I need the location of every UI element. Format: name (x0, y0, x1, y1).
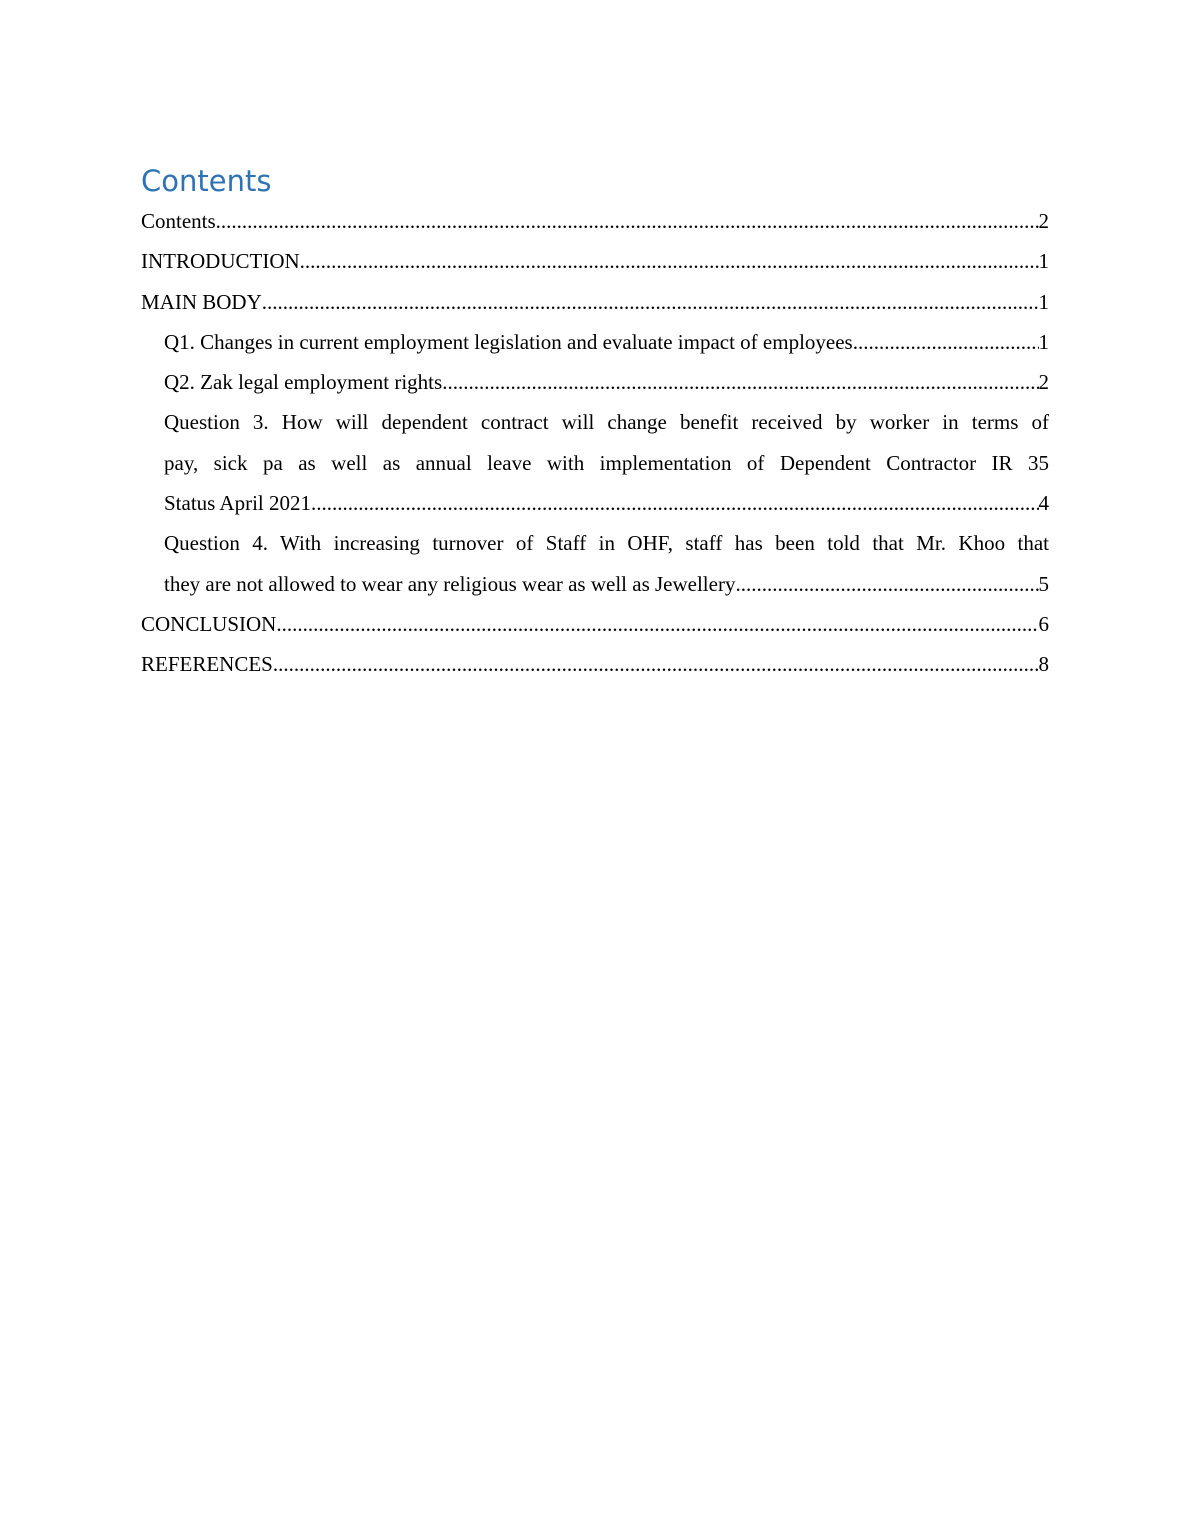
toc-entry-text: MAIN BODY (141, 289, 262, 314)
toc-entry-text: Q2. Zak legal employment rights (164, 370, 443, 395)
toc-entry-text-line: Question 4. With increasing turnover of Staff in OHF, staff has been told that Mr. Khoo that (164, 531, 1049, 556)
toc-entry-text: REFERENCES (141, 652, 273, 677)
toc-entry-question-3[interactable] (141, 402, 1049, 523)
dot-leader (262, 282, 1039, 322)
toc-page-number: 2 (1038, 209, 1049, 233)
toc-page-number: 6 (1038, 611, 1049, 636)
toc-entry-question-4[interactable] (141, 523, 1049, 604)
dot-leader (300, 241, 1039, 281)
toc-page-number: 1 (1038, 289, 1049, 314)
toc-page-number: 8 (1038, 652, 1049, 677)
toc-entry-main-body[interactable] (141, 282, 1049, 322)
toc-entry-references[interactable] (141, 644, 1049, 684)
dot-leader (273, 644, 1039, 684)
dot-leader (442, 362, 1038, 402)
toc-entry-text-line: Status April 2021 (164, 491, 312, 516)
toc-entry-text: INTRODUCTION (141, 249, 300, 274)
toc-heading: Contents (141, 164, 272, 198)
dot-leader (311, 483, 1038, 523)
toc-page-number: 4 (1038, 491, 1049, 516)
toc-entry-text-line: pay, sick pa as well as annual leave with implementation of Dependent Contractor IR 35 (164, 450, 1049, 475)
toc-entry-introduction[interactable] (141, 241, 1049, 281)
dot-leader (216, 201, 1039, 241)
toc-entry-text: CONCLUSION (141, 611, 277, 636)
toc-entry-text-line: Question 3. How will dependent contract will change benefit received by worker in terms of (164, 410, 1049, 435)
toc-page-number: 2 (1038, 370, 1049, 395)
toc-page-number: 1 (1038, 249, 1049, 274)
toc-entry-contents[interactable] (141, 201, 1049, 241)
toc-page-number: 1 (1038, 329, 1049, 354)
dot-leader (853, 322, 1039, 362)
toc-entry-conclusion[interactable] (141, 604, 1049, 644)
toc-entry-text: Q1. Changes in current employment legislation and evaluate impact of employees (164, 329, 853, 354)
dot-leader (735, 564, 1038, 604)
dot-leader (276, 604, 1038, 644)
toc-entry-text: Contents (141, 209, 216, 233)
toc-entry-q1[interactable] (141, 322, 1049, 362)
toc-page-number: 5 (1038, 571, 1049, 596)
toc-entry-q2[interactable] (141, 362, 1049, 402)
toc-entry-text-line: they are not allowed to wear any religious wear as well as Jewellery (164, 571, 736, 596)
document-page (141, 160, 1049, 685)
